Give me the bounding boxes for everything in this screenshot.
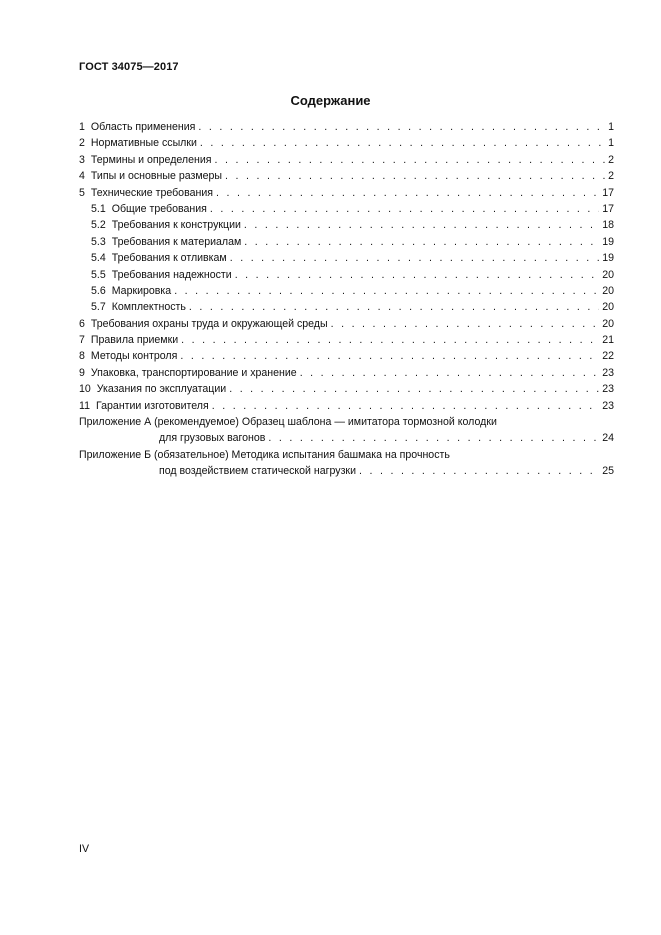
toc-entry[interactable]	[79, 316, 614, 332]
toc-entry-label: Область применения	[90, 121, 196, 133]
toc-entry-page: 2	[608, 153, 614, 166]
toc-entry[interactable]	[79, 365, 614, 381]
toc-entry-label: Технические требования	[90, 186, 213, 199]
toc-entry-page: 20	[602, 317, 614, 330]
toc-entry-number: 9	[79, 366, 85, 379]
toc-entry[interactable]	[79, 185, 614, 201]
toc-entry-number: 8	[79, 350, 85, 363]
toc-entry-label: Термины и определения	[90, 153, 212, 166]
dot-leader	[210, 201, 599, 217]
dot-leader	[229, 381, 599, 397]
dot-leader	[244, 234, 599, 250]
toc-entry-page: 20	[602, 268, 614, 281]
toc-entry-number: 7	[79, 334, 85, 347]
toc-entry-page: 23	[602, 383, 614, 396]
toc-entry-label: Правила приемки	[90, 334, 179, 347]
toc-entry-number: 5	[79, 186, 85, 199]
toc-entry-label: Нормативные ссылки	[90, 137, 197, 150]
appendix-title-continued: под воздействием статической нагрузки	[159, 465, 356, 478]
toc-entry-number: 5.5	[91, 268, 106, 281]
toc-entry-number: 5.4	[91, 252, 106, 265]
toc-appendix-entry[interactable]	[79, 414, 614, 447]
toc-entry-page: 1	[608, 137, 614, 150]
toc-entry-label: Требования к материалам	[111, 235, 242, 248]
toc-entry[interactable]	[79, 152, 614, 168]
toc-entry-page: 23	[602, 399, 614, 412]
toc-entry-page: 19	[602, 235, 614, 248]
dot-leader	[189, 299, 599, 315]
toc-entry-page: 17	[602, 186, 614, 199]
dot-leader	[359, 463, 599, 479]
toc-entry-page: 19	[602, 252, 614, 265]
toc-entry-number: 6	[79, 317, 85, 330]
toc-entry-label: Общие требования	[111, 202, 207, 215]
toc-subentry[interactable]	[79, 217, 614, 233]
appendix-title-continued: для грузовых вагонов	[159, 432, 266, 445]
appendix-title: Приложение Б (обязательное) Методика испытания башмака на прочность	[79, 448, 450, 461]
page-number: IV	[79, 843, 90, 855]
toc-entry-number: 10	[79, 383, 91, 396]
dot-leader	[212, 398, 599, 414]
toc-entry-page: 22	[602, 350, 614, 363]
toc-entry-page: 20	[602, 284, 614, 297]
toc-entry-page: 2	[608, 170, 614, 183]
toc-entry-label: Требования надежности	[111, 268, 232, 281]
toc-entry-number: 11	[79, 399, 90, 412]
toc-appendix-entry[interactable]	[79, 447, 614, 480]
toc-entry-page: 1	[608, 121, 614, 133]
toc-entry[interactable]	[79, 348, 614, 364]
toc-subentry[interactable]	[79, 234, 614, 250]
toc-entry[interactable]	[79, 398, 614, 414]
dot-leader	[174, 283, 599, 299]
toc-entry[interactable]	[79, 381, 614, 397]
toc-entry-number: 5.6	[91, 284, 106, 297]
toc-entry-page: 23	[602, 366, 614, 379]
toc-entry-label: Гарантии изготовителя	[96, 399, 209, 412]
toc-entry-number: 5.1	[91, 202, 106, 215]
toc-entry[interactable]	[79, 135, 614, 151]
toc-entry-page: 25	[602, 465, 614, 478]
table-of-contents	[79, 119, 614, 480]
toc-entry-number: 3	[79, 153, 85, 166]
toc-entry-page: 20	[602, 301, 614, 314]
dot-leader	[331, 316, 600, 332]
toc-entry-number: 5.3	[91, 235, 106, 248]
toc-subentry[interactable]	[79, 283, 614, 299]
toc-entry-label: Методы контроля	[90, 350, 178, 363]
toc-entry-page: 21	[602, 334, 614, 347]
toc-entry-number: 5.7	[91, 301, 106, 314]
dot-leader	[244, 217, 599, 233]
toc-entry-label: Комплектность	[111, 301, 186, 314]
toc-entry[interactable]	[79, 119, 614, 135]
dot-leader	[268, 430, 599, 446]
toc-entry-number: 4	[79, 170, 85, 183]
toc-subentry[interactable]	[79, 201, 614, 217]
toc-entry-page: 18	[602, 219, 614, 232]
toc-entry-label: Типы и основные размеры	[90, 170, 223, 183]
dot-leader	[215, 152, 606, 168]
toc-entry-label: Требования охраны труда и окружающей среды	[90, 317, 328, 330]
toc-entry-page: 24	[602, 432, 614, 445]
toc-entry-page: 17	[602, 202, 614, 215]
toc-entry-number: 5.2	[91, 219, 106, 232]
dot-leader	[300, 365, 600, 381]
dot-leader	[235, 267, 600, 283]
dot-leader	[181, 332, 599, 348]
toc-subentry[interactable]	[79, 267, 614, 283]
toc-entry-label: Маркировка	[111, 284, 172, 297]
dot-leader	[198, 119, 605, 135]
toc-entry-number: 2	[79, 137, 85, 150]
dot-leader	[200, 135, 605, 151]
toc-entry-label: Требования к конструкции	[111, 219, 241, 232]
dot-leader	[180, 348, 599, 364]
appendix-title: Приложение А (рекомендуемое) Образец шаблона — имитатора тормозной колодки	[79, 416, 497, 429]
toc-entry-label: Требования к отливкам	[111, 252, 227, 265]
toc-entry-label: Упаковка, транспортирование и хранение	[90, 366, 297, 379]
dot-leader	[225, 168, 605, 184]
document-code: ГОСТ 34075—2017	[79, 61, 179, 73]
toc-entry[interactable]	[79, 168, 614, 184]
toc-entry-label: Указания по эксплуатации	[96, 383, 227, 396]
dot-leader	[216, 185, 599, 201]
dot-leader	[230, 250, 599, 266]
toc-title: Содержание	[290, 93, 371, 108]
toc-subentry[interactable]	[79, 299, 614, 315]
toc-entry-number: 1	[79, 121, 85, 133]
toc-entry[interactable]	[79, 332, 614, 348]
toc-subentry[interactable]	[79, 250, 614, 266]
